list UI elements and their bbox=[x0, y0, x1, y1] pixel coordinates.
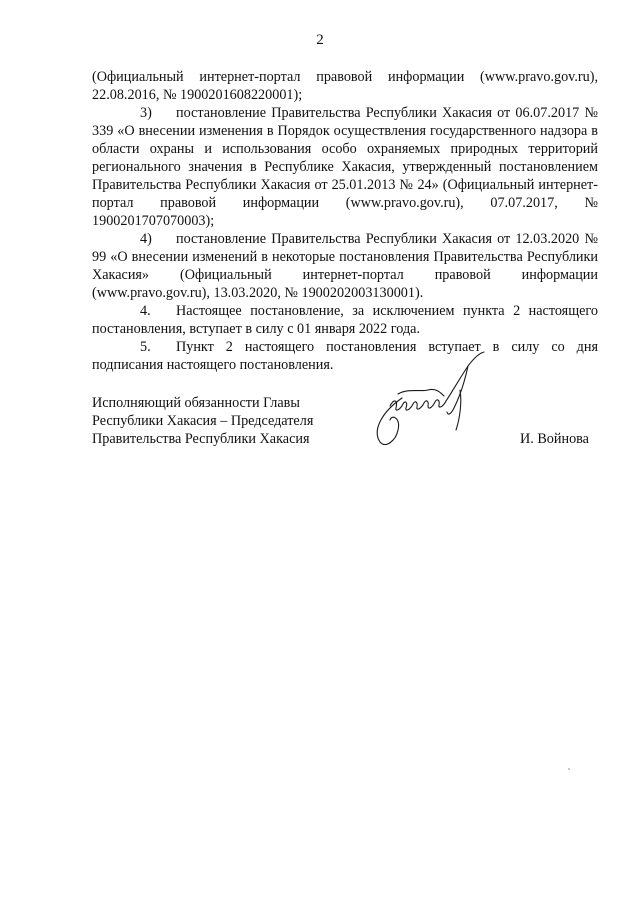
list-number: 3) bbox=[140, 105, 152, 121]
signer-name: И. Войнова bbox=[520, 431, 589, 447]
clause-number: 4. bbox=[140, 303, 151, 319]
signatory-title bbox=[92, 394, 313, 448]
clause-text: Пункт 2 настоящего постановления вступает в силу со дня подписания настоящего постановления. bbox=[92, 339, 598, 373]
paragraph-continuation: (Официальный интернет-портал правовой информации (www.pravo.gov.ru), 22.08.2016, № 1900201608220001); bbox=[92, 69, 598, 103]
scan-artifact bbox=[568, 768, 570, 770]
list-item-text: постановление Правительства Республики Хакасия от 12.03.2020 № 99 «О внесении изменений в некоторые постановления Правительства Республики Хакасия» (Официальный интернет-портал правовой информации (www.pravo.gov.ru), 13.03.2020, № 1900202003130001). bbox=[92, 231, 598, 301]
signatory-title-line: Исполняющий обязанности Главы bbox=[92, 395, 300, 411]
clause-5 bbox=[92, 338, 598, 374]
list-number: 4) bbox=[140, 231, 152, 247]
list-item-4 bbox=[92, 230, 598, 302]
list-item-text: постановление Правительства Республики Хакасия от 06.07.2017 № 339 «О внесении изменения в Порядок осуществления государственного надзора в области охраны и использования особо охраняемых природных территорий регионального значения в Республике Хакасия, утвержденный постановлением Правительства Республики Хакасия от 25.01.2013 № 24» (Официальный интернет-портал правовой информации (www.pravo.gov.ru), 07.07.2017, № 1900201707070003); bbox=[92, 105, 598, 229]
list-item-3 bbox=[92, 104, 598, 230]
signatory-title-line: Республики Хакасия – Председателя bbox=[92, 413, 314, 429]
clause-4 bbox=[92, 302, 598, 338]
handwritten-signature-icon bbox=[368, 350, 498, 450]
page-number: 2 bbox=[316, 32, 324, 48]
clause-text: Настоящее постановление, за исключением пункта 2 настоящего постановления, вступает в силу с 01 января 2022 года. bbox=[92, 303, 598, 337]
signatory-title-line: Правительства Республики Хакасия bbox=[92, 431, 310, 447]
document-body bbox=[92, 68, 598, 374]
clause-number: 5. bbox=[140, 339, 151, 355]
